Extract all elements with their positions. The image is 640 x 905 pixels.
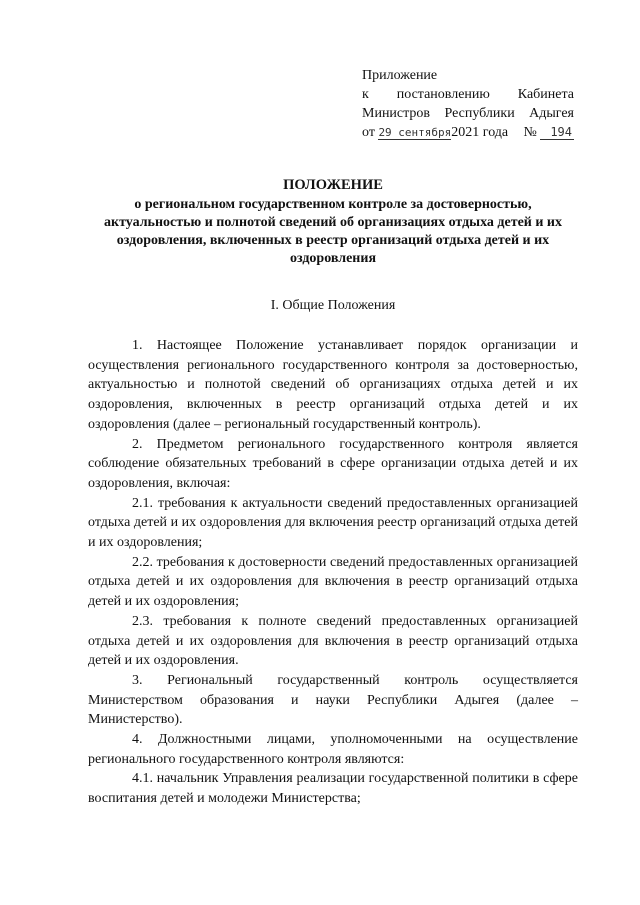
document-title [88, 176, 578, 268]
appendix-resolution: к постановлению Кабинета [362, 87, 574, 102]
paragraph-3: 3. Региональный государственный контроль осуществляется Министерством образования и науки Республики Адыгея (далее – Министерство). [88, 672, 578, 728]
paragraph-2-1: 2.1. требования к актуальности сведений предоставленных организацией отдыха детей и их оздоровления для включения реестр организаций отдыха детей и их оздоровления; [88, 495, 578, 551]
appendix-block [362, 66, 574, 142]
appendix-cabinet: Министров Республики Адыгея [362, 106, 574, 121]
paragraph-2-3: 2.3. требования к полноте сведений предоставленных организацией отдыха детей и их оздоровления для включения в реестр организаций отдыха детей и их оздоровления. [88, 613, 578, 669]
paragraph-2-2: 2.2. требования к достоверности сведений предоставленных организацией отдыха детей и их оздоровления для включения в реестр организаций отдыха детей и их оздоровления; [88, 554, 578, 610]
title-subtitle: о региональном государственном контроле за достоверностью, актуальностью и полнотой сведений об организациях отдыха детей и их оздоровления, включенных в реестр организаций отдыха детей и их оздоровления [104, 197, 562, 266]
appendix-date-line [362, 123, 574, 142]
title-heading: ПОЛОЖЕНИЕ [283, 177, 383, 193]
section-heading: I. Общие Положения [270, 298, 396, 313]
paragraph-4-1: 4.1. начальник Управления реализации государственной политики в сфере воспитания детей и молодежи Министерства; [88, 771, 578, 807]
handwritten-number: 194 [540, 125, 574, 140]
document-body [88, 336, 578, 809]
paragraph-2: 2. Предметом регионального государственного контроля является соблюдение обязательных требований в сфере организации отдыха детей и их оздоровления, включая: [88, 436, 578, 491]
date-prefix: от [362, 125, 375, 140]
number-label: № [523, 125, 537, 140]
paragraph-1: 1. Настоящее Положение устанавливает порядок организации и осуществления регионального государственного контроля за достоверностью, актуальностью и полнотой сведений об организациях отдыха детей и их оздоровления, включенных в реестр организаций отдыха детей и их оздоровления (далее – региональный государственный контроль). [88, 338, 578, 432]
handwritten-date: 29 сентября [378, 126, 452, 139]
paragraph-4: 4. Должностными лицами, уполномоченными на осуществление регионального государственного контроля являются: [88, 732, 578, 767]
date-year: 2021 года [451, 125, 509, 140]
appendix-label: Приложение [362, 68, 438, 83]
